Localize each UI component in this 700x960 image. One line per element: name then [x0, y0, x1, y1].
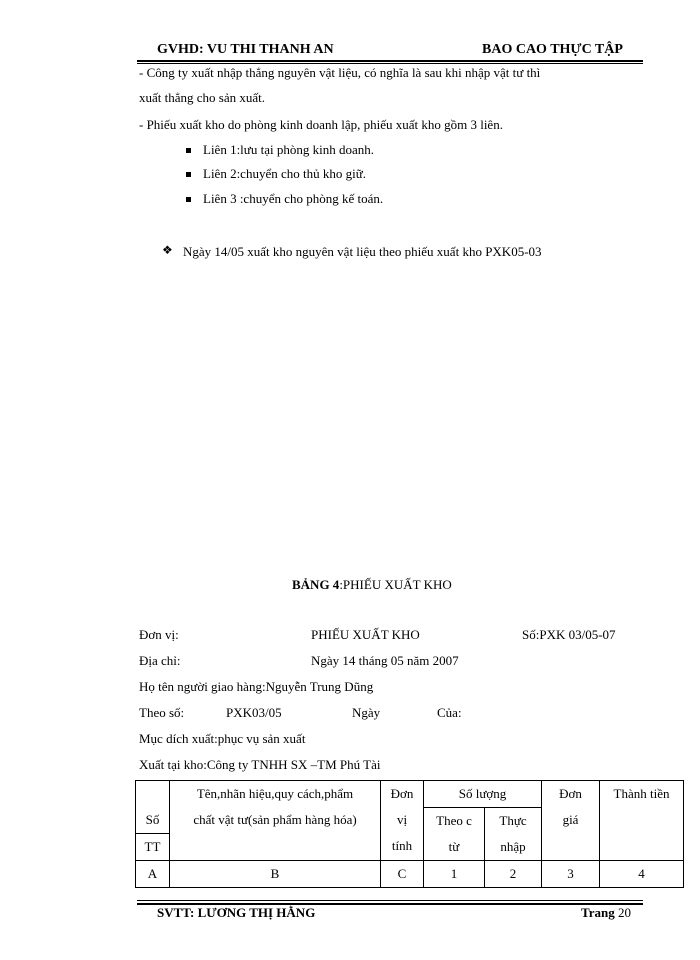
- code-cell: B: [170, 861, 381, 888]
- header-rule-thick: [137, 60, 643, 62]
- table-row-codes: [136, 861, 684, 888]
- form-number: Số:PXK 03/05-07: [522, 627, 616, 642]
- footer-page-number: 20: [617, 905, 631, 920]
- header-stt: [136, 781, 170, 834]
- square-bullet-icon: [186, 148, 191, 153]
- paragraph-1-line-2: xuất thẳng cho sản xuất.: [139, 90, 265, 105]
- header-price: [542, 781, 600, 861]
- form-warehouse: Xuất tại kho:Công ty TNHH SX –TM Phú Tài: [139, 757, 381, 772]
- table-title-bold: BẢNG 4: [292, 577, 340, 592]
- footer-page-label: Trang: [581, 905, 615, 920]
- form-name: PHIẾU XUẤT KHO: [311, 627, 420, 642]
- code-cell: A: [136, 861, 170, 888]
- header-qty-actual-line-2: nhập: [500, 839, 526, 854]
- lien-item: Liên 3 :chuyển cho phòng kế toán.: [203, 191, 384, 206]
- form-date: Ngày 14 tháng 05 năm 2007: [311, 653, 459, 668]
- table-title-rest: :PHIẾU XUẤT KHO: [339, 577, 452, 592]
- lien-item: Liên 2:chuyển cho thủ kho giữ.: [203, 166, 367, 181]
- square-bullet-icon: [186, 197, 191, 202]
- form-dia-chi: Địa chỉ:: [139, 653, 181, 668]
- header-stt-line-1: Số: [145, 812, 160, 827]
- export-items-table: [135, 780, 684, 888]
- footer-student: SVTT: LƯƠNG THỊ HẰNG: [157, 905, 316, 920]
- header-report-title: BAO CAO THỰC TẬP: [482, 42, 623, 57]
- paragraph-1-line-1: - Công ty xuất nhập thẳng nguyên vật liệu, có nghĩa là sau khi nhập vật tư thì: [139, 65, 541, 80]
- header-qty-doc-line-1: Theo c: [436, 813, 472, 828]
- header-unit-line-3: tính: [391, 838, 413, 853]
- form-ngay-label: Ngày: [352, 705, 381, 720]
- form-deliverer: Họ tên người giao hàng:Nguyễn Trung Dũng: [139, 679, 374, 694]
- form-cua-label: Của:: [437, 705, 462, 720]
- header-item-name-line-1: Tên,nhãn hiệu,quy cách,phẩm: [196, 786, 354, 801]
- footer-rule-thin: [137, 900, 643, 901]
- form-purpose: Mục dích xuất:phục vụ sản xuất: [139, 731, 306, 746]
- paragraph-2: - Phiếu xuất kho do phòng kinh doanh lập, phiếu xuất kho gồm 3 liên.: [139, 117, 503, 132]
- header-qty-actual-line-1: Thực: [499, 813, 527, 828]
- square-bullet-icon: [186, 172, 191, 177]
- form-don-vi: Đơn vị:: [139, 627, 179, 642]
- header-price-line-2: giá: [562, 812, 579, 827]
- header-price-line-1: Đơn: [559, 786, 582, 801]
- header-qty-doc: [424, 808, 485, 861]
- header-qty-doc-line-2: từ: [448, 839, 460, 854]
- header-item-name: [170, 781, 381, 861]
- header-item-name-line-2: chất vật tư(sản phẩm hàng hóa): [193, 812, 357, 827]
- lien-item: Liên 1:lưu tại phòng kinh doanh.: [203, 142, 374, 157]
- header-rule-thin: [137, 63, 643, 64]
- table-title: [292, 577, 452, 593]
- header-unit-line-2: vị: [396, 812, 408, 827]
- code-cell: 3: [542, 861, 600, 888]
- footer-page: [581, 905, 631, 921]
- note-export-date: Ngày 14/05 xuất kho nguyên vật liệu theo phiếu xuất kho PXK05-03: [183, 244, 542, 259]
- code-cell: 1: [424, 861, 485, 888]
- form-theo-so-label: Theo số:: [139, 705, 185, 720]
- header-unit: [381, 781, 424, 861]
- code-cell: C: [381, 861, 424, 888]
- header-instructor: GVHD: VU THI THANH AN: [157, 42, 334, 57]
- header-qty-actual: [485, 808, 542, 861]
- header-unit-line-1: Đơn: [390, 786, 414, 801]
- form-theo-so-value: PXK03/05: [226, 705, 282, 720]
- header-total: Thành tiền: [600, 781, 684, 861]
- header-stt-line-2-cell: [136, 834, 170, 861]
- diamond-bullet-icon: ❖: [162, 243, 173, 257]
- header-stt-line-2: TT: [144, 839, 161, 854]
- code-cell: 2: [485, 861, 542, 888]
- header-quantity: Số lượng: [424, 781, 542, 808]
- code-cell: 4: [600, 861, 684, 888]
